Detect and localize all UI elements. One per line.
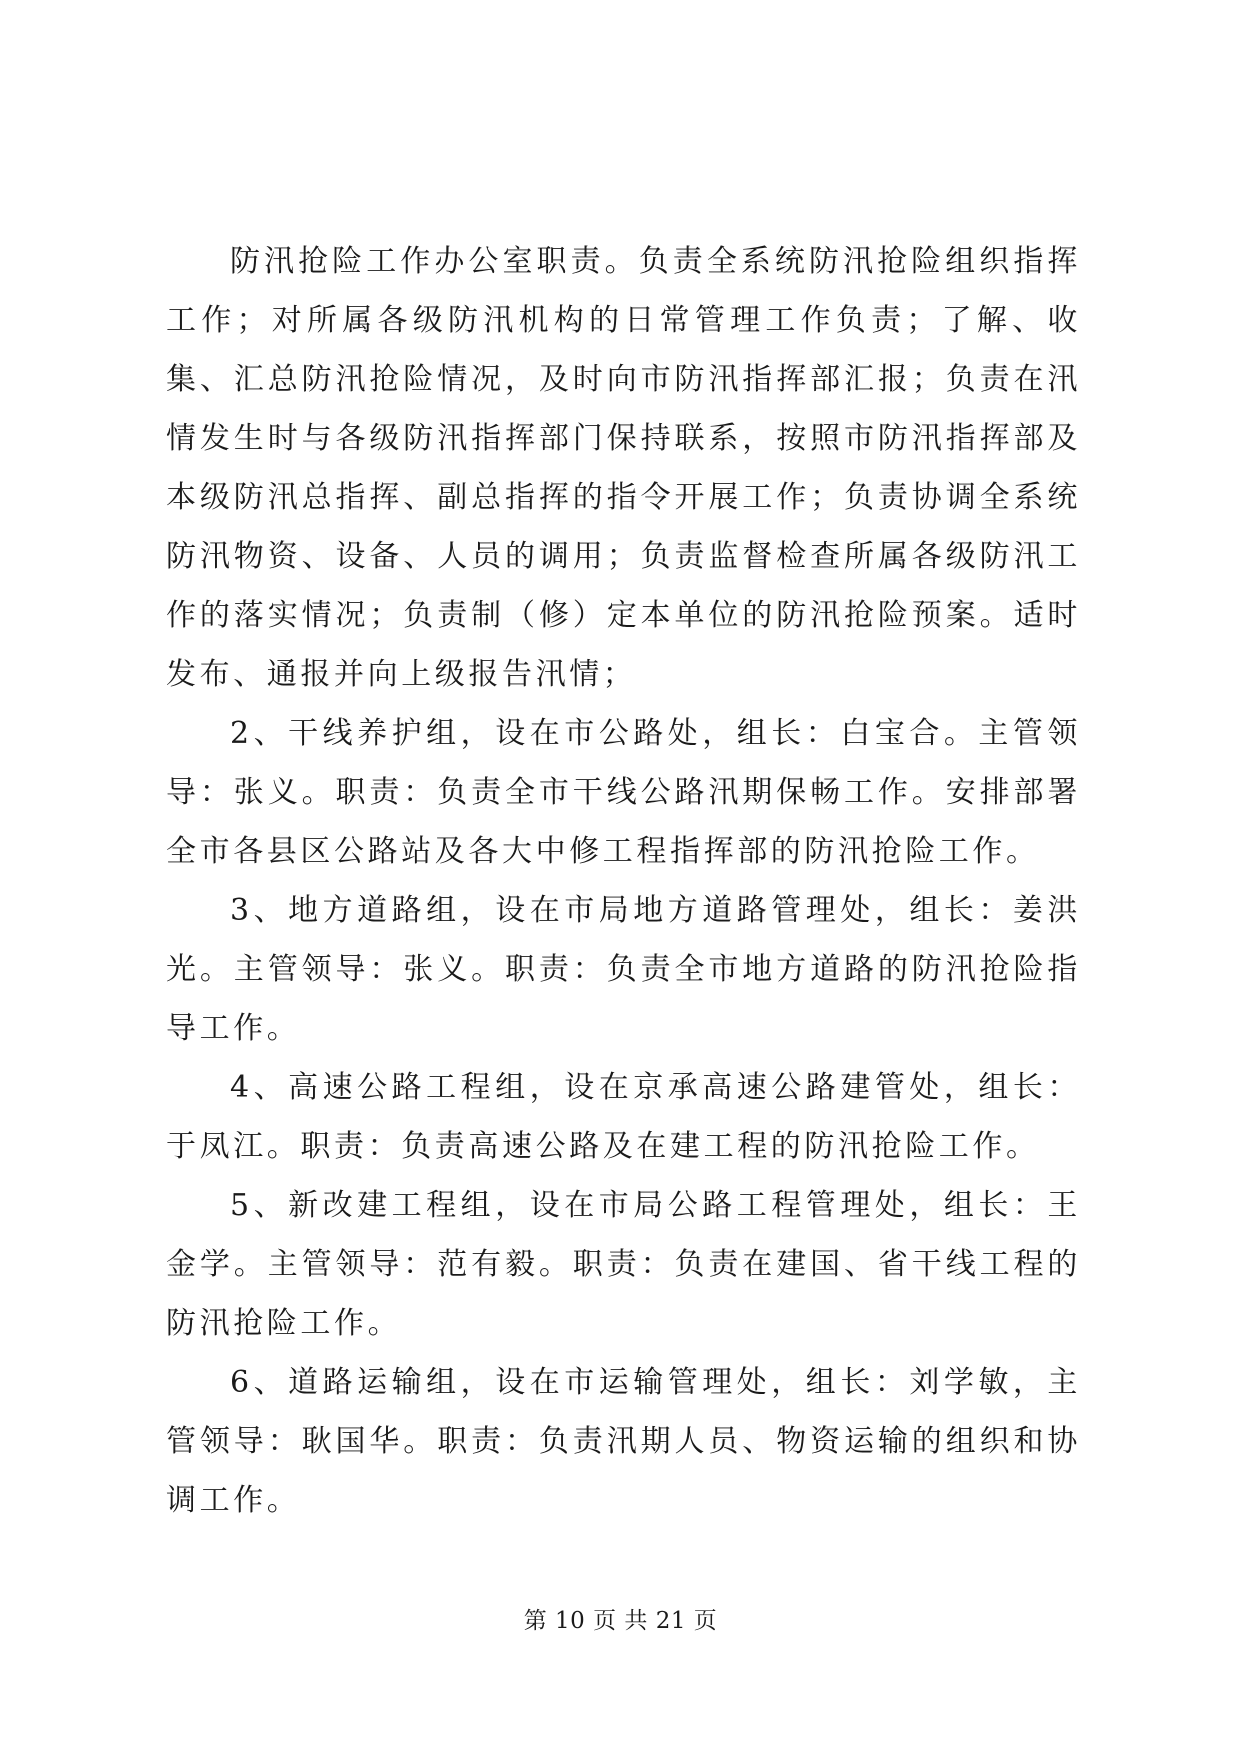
paragraph-expressway-group: 4、高速公路工程组，设在京承高速公路建管处，组长：于凤江。职责：负责高速公路及在建工程的防汛抢险工作。 — [166, 1070, 1081, 1164]
paragraph-trunk-maintenance-group: 2、干线养护组，设在市公路处，组长：白宝合。主管领导：张义。职责：负责全市干线公路汛期保畅工作。安排部署全市各县区公路站及各大中修工程指挥部的防汛抢险工作。 — [166, 716, 1081, 869]
page-number: 第 10 页 共 21 页 — [523, 1608, 718, 1634]
paragraph-local-road-group: 3、地方道路组，设在市局地方道路管理处，组长：姜洪光。主管领导：张义。职责：负责全市地方道路的防汛抢险指导工作。 — [166, 893, 1081, 1046]
paragraph-new-construction-group: 5、新改建工程组，设在市局公路工程管理处，组长：王金学。主管领导：范有毅。职责：负责在建国、省干线工程的防汛抢险工作。 — [166, 1188, 1081, 1341]
paragraph-office-duties: 防汛抢险工作办公室职责。负责全系统防汛抢险组织指挥工作；对所属各级防汛机构的日常管理工作负责；了解、收集、汇总防汛抢险情况，及时向市防汛指挥部汇报；负责在汛情发生时与各级防汛指挥部门保持联系，按照市防汛指挥部及本级防汛总指挥、副总指挥的指令开展工作；负责协调全系统防汛物资、设备、人员的调用；负责监督检查所属各级防汛工作的落实情况；负责制（修）定本单位的防汛抢险预案。适时发布、通报并向上级报告汛情； — [166, 244, 1081, 692]
document-body — [166, 232, 1081, 1530]
page-footer — [0, 1606, 1241, 1636]
paragraph-road-transport-group: 6、道路运输组，设在市运输管理处，组长：刘学敏，主管领导：耿国华。职责：负责汛期人员、物资运输的组织和协调工作。 — [166, 1365, 1081, 1518]
